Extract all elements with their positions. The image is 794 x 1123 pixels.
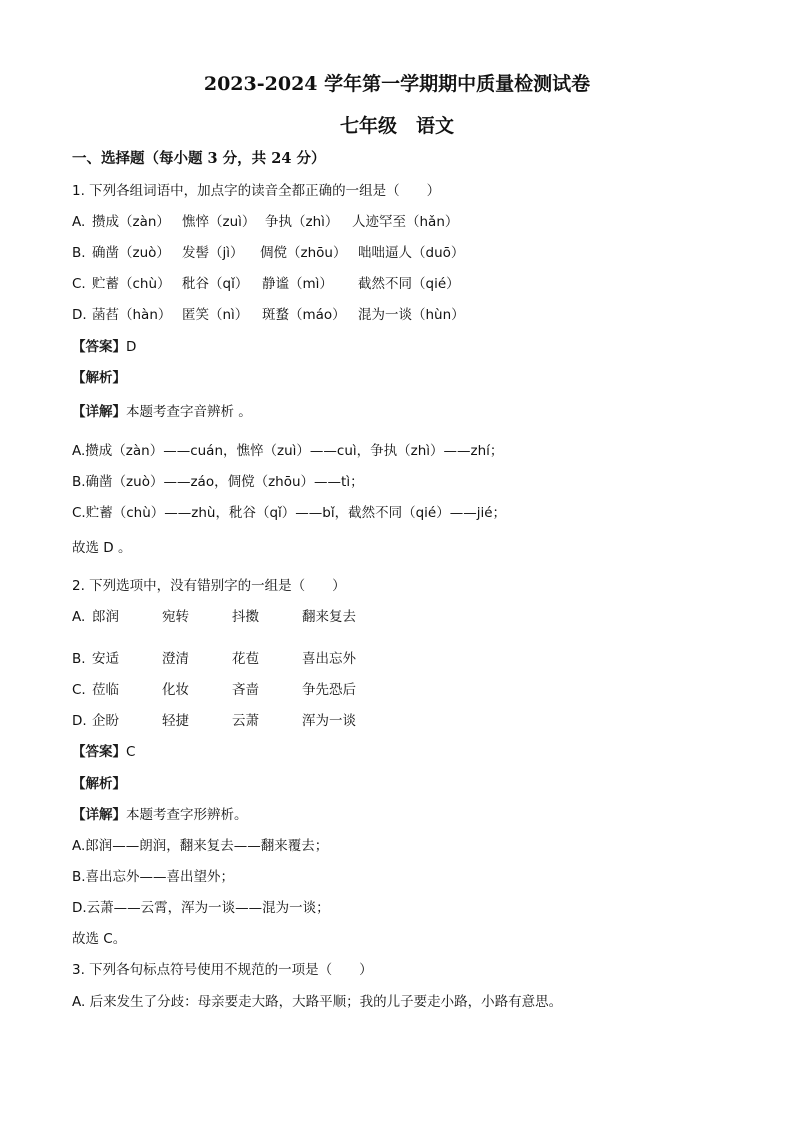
answer-value: C (126, 744, 136, 760)
question-2-stem: 2. 下列选项中，没有错别字的一组是（ ） (72, 578, 346, 594)
option-word: 斑蝥（máo） (262, 307, 346, 323)
option-letter: B. (72, 245, 86, 261)
option-letter: B. (72, 651, 86, 667)
option-word: 发髻（jì） (182, 245, 244, 261)
option-word: 吝啬 (232, 682, 259, 698)
option-word: 憔悴（zuì） (182, 214, 256, 230)
question-2-explanation-a: A.郎润——朗润，翻来复去——翻来覆去； (72, 838, 329, 854)
option-word: 浑为一谈 (302, 713, 356, 729)
option-word: 化妆 (162, 682, 189, 698)
detail-text: 本题考查字形辨析。 (126, 807, 248, 823)
option-word: 人迹罕至（hǎn） (352, 214, 459, 230)
answer-label: 【答案】 (72, 339, 126, 355)
option-word: 秕谷（qǐ） (182, 276, 249, 292)
option-word: 轻捷 (162, 713, 189, 729)
option-word: 宛转 (162, 609, 189, 625)
option-word: 云萧 (232, 713, 259, 729)
detail-label: 【详解】 (72, 807, 126, 823)
question-3-stem: 3. 下列各句标点符号使用不规范的一项是（ ） (72, 962, 373, 978)
option-word: 混为一谈（hùn） (358, 307, 465, 323)
question-1-stem: 1. 下列各组词语中，加点字的读音全都正确的一组是（ ） (72, 183, 441, 199)
option-word: 静谧（mì） (262, 276, 333, 292)
option-letter: C. (72, 276, 86, 292)
option-word: 截然不同（qié） (358, 276, 460, 292)
detail-text: 本题考查字音辨析 。 (126, 404, 252, 420)
question-2-detail (72, 806, 248, 824)
option-word: 花苞 (232, 651, 259, 667)
option-word: 攒成（zàn） (92, 214, 170, 230)
option-word: 确凿（zuò） (92, 245, 170, 261)
option-letter: D. (72, 713, 87, 729)
answer-value: D (126, 339, 137, 355)
question-1-explanation-b: B.确凿（zuò）——záo，倜傥（zhōu）——tì； (72, 474, 364, 490)
question-1-answer (72, 338, 136, 356)
question-2-explanation-b: B.喜出忘外——喜出望外； (72, 869, 235, 885)
option-word: 企盼 (92, 713, 119, 729)
question-1-detail (72, 403, 252, 421)
option-word: 郎润 (92, 609, 119, 625)
option-word: 菡萏（hàn） (92, 307, 172, 323)
option-letter: A. (72, 214, 86, 230)
option-word: 争先恐后 (302, 682, 356, 698)
question-2-analysis-label: 【解析】 (72, 776, 126, 792)
option-word: 抖擞 (232, 609, 259, 625)
question-3-option-a: A. 后来发生了分歧：母亲要走大路，大路平顺；我的儿子要走小路，小路有意思。 (72, 994, 563, 1010)
option-word: 澄清 (162, 651, 189, 667)
question-2-answer (72, 743, 135, 761)
option-letter: D. (72, 307, 87, 323)
question-1-explanation-a: A.攒成（zàn）——cuán，憔悴（zuì）——cuì，争执（zhì）——zhí； (72, 443, 504, 459)
answer-label: 【答案】 (72, 744, 126, 760)
option-word: 喜出忘外 (302, 651, 356, 667)
option-letter: A. (72, 609, 86, 625)
question-2-explanation-d: D.云萧——云霄，浑为一谈——混为一谈； (72, 900, 330, 916)
section-heading: 一、选择题（每小题 3 分，共 24 分） (72, 150, 326, 167)
question-1-explanation-c: C.贮蓄（chù）——zhù，秕谷（qǐ）——bǐ，截然不同（qié）——jié； (72, 505, 507, 521)
option-word: 咄咄逼人（duō） (358, 245, 465, 261)
option-word: 莅临 (92, 682, 119, 698)
question-2-conclusion: 故选 C。 (72, 931, 127, 947)
question-1-conclusion: 故选 D 。 (72, 540, 132, 556)
option-word: 翻来复去 (302, 609, 356, 625)
option-letter: C. (72, 682, 86, 698)
page-subtitle: 七年级 语文 (339, 115, 454, 137)
option-word: 匿笑（nì） (182, 307, 249, 323)
page-title: 2023-2024 学年第一学期期中质量检测试卷 (203, 73, 591, 95)
option-word: 倜傥（zhōu） (260, 245, 347, 261)
option-word: 安适 (92, 651, 119, 667)
question-1-analysis-label: 【解析】 (72, 370, 126, 386)
detail-label: 【详解】 (72, 404, 126, 420)
option-word: 争执（zhì） (265, 214, 339, 230)
option-word: 贮蓄（chù） (92, 276, 171, 292)
